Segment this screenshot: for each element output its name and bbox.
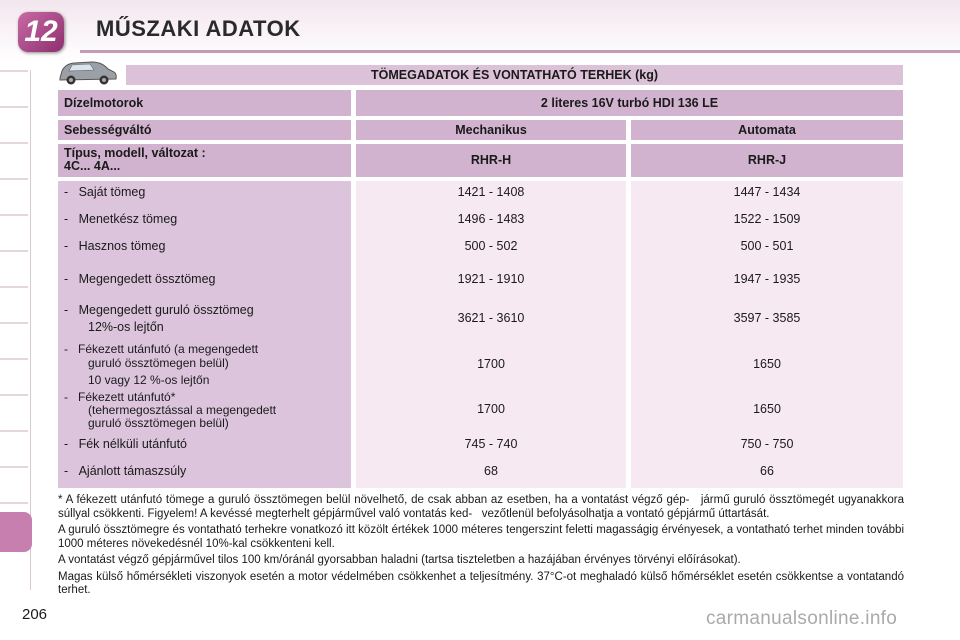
row-value-j: 3597 - 3585 [733, 311, 801, 325]
table-title: TÖMEGADATOK ÉS VONTATHATÓ TERHEK (kg) [126, 65, 903, 85]
side-tab[interactable] [0, 322, 28, 324]
row-label-line1: Fékezett utánfutó (a megengedett [78, 342, 259, 356]
row-label: Ajánlott támaszsúly [78, 464, 187, 478]
note-temperature: Magas külső hőmérsékleti viszonyok esetén a motor védelmében csökkenhet a teljesítmény. 37°C-ot meghaladó külső hőmérséklet esetén csökkentse a vontatandó terhet. [58, 570, 904, 596]
row-label-line2: (tehermegosztással a megengedett [88, 403, 277, 417]
row-value-h: 1421 - 1408 [457, 185, 525, 199]
page-number: 206 [22, 606, 48, 623]
note-speed-limit: A vontatást végző gépjárművel tilos 100 km/óránál gyorsabban haladni (tartsa tiszteletben a hazájában érvényes törvényi előírásokat). [58, 554, 741, 566]
side-tab[interactable] [0, 286, 28, 288]
row-label: Menetkész tömeg [78, 212, 178, 226]
chapter-number: 12 [24, 15, 58, 48]
row-value-j: 66 [760, 464, 774, 478]
footnote-asterisk: * A fékezett utánfutó tömege a guruló össztömegen belül növelhető, de csak abban az esetben, ha a vontatást végző gép- jármű guruló össztömegét ugyanakkora súllyal csökkenti. Figyelem! A kevéssé megterhelt gépjárművel való vontatás ked- vezőtlenül befolyásolhatja a vontató gépjármű úttartását. [58, 494, 904, 520]
row-label: Megengedett guruló össztömeg [78, 303, 254, 317]
row-label-line1: Fékezett utánfutó* [78, 390, 176, 404]
row-label-line3: guruló össztömegen belül) [88, 416, 229, 430]
row-value-h: 745 - 740 [464, 437, 518, 451]
gearbox-label: Sebességváltó [58, 120, 351, 140]
side-tab[interactable] [0, 466, 28, 468]
row-value-j: 1522 - 1509 [733, 212, 801, 226]
table-row: - Fékezett utánfutó (a megengedett [64, 342, 259, 356]
side-tab[interactable] [0, 142, 28, 144]
table-row: - Fék nélküli utánfutó [64, 437, 187, 451]
side-tab[interactable] [0, 358, 28, 360]
row-label: Hasznos tömeg [78, 239, 166, 253]
row-value-h: 68 [484, 464, 498, 478]
row-sublabel: 12%-os lejtőn [88, 320, 164, 334]
row-value-h: 1496 - 1483 [457, 212, 525, 226]
side-tab[interactable] [0, 106, 28, 108]
row-value-h: 1700 [477, 357, 505, 371]
side-tab[interactable] [0, 394, 28, 396]
side-tab[interactable] [0, 178, 28, 180]
table-row: - Ajánlott támaszsúly [64, 464, 187, 478]
row-sublabel: 10 vagy 12 %-os lejtőn [88, 373, 210, 387]
side-tab[interactable] [0, 502, 28, 504]
table-row: - Megengedett össztömeg [64, 272, 216, 286]
side-tab[interactable] [0, 70, 28, 72]
type-rhr-j: RHR-J [631, 144, 903, 177]
footnotes [58, 494, 904, 601]
type-rhr-h: RHR-H [356, 144, 626, 177]
row-value-j: 1447 - 1434 [733, 185, 801, 199]
row-label: Fék nélküli utánfutó [78, 437, 187, 451]
engine-label: Dízelmotorok [58, 90, 351, 116]
page-title: MŰSZAKI ADATOK [96, 16, 301, 41]
side-tab[interactable] [0, 430, 28, 432]
table-row: - Saját tömeg [64, 185, 146, 199]
row-value-h: 1700 [477, 402, 505, 416]
table-row: - Hasznos tömeg [64, 239, 166, 253]
row-value-j: 1650 [753, 402, 781, 416]
watermark: carmanualsonline.info [706, 608, 898, 629]
row-value-h: 1921 - 1910 [457, 272, 525, 286]
row-label: Saját tömeg [78, 185, 146, 199]
row-value-j: 500 - 501 [740, 239, 794, 253]
title-divider [80, 50, 960, 53]
gearbox-automatic: Automata [631, 120, 903, 140]
row-label: Megengedett össztömeg [78, 272, 216, 286]
type-label [58, 144, 351, 177]
row-label-line2: guruló össztömegen belül) [88, 356, 229, 370]
type-label-line1: Típus, modell, változat : [64, 146, 206, 160]
table-row: - Megengedett guruló össztömeg [64, 303, 254, 317]
row-value-j: 1947 - 1935 [733, 272, 801, 286]
side-tab[interactable] [0, 214, 28, 216]
row-value-h: 500 - 502 [464, 239, 518, 253]
side-tab[interactable] [0, 250, 28, 252]
side-tab-active[interactable] [0, 512, 32, 552]
note-altitude: A guruló össztömegre és vontatható terhekre vonatkozó itt közölt értékek 1000 méteres tengerszint feletti magasságig érvényesek, a vontatható terhet minden további 1000 méteres növekedésnél 10%-kal csökkenteni kell. [58, 524, 904, 550]
gearbox-manual: Mechanikus [356, 120, 626, 140]
row-value-h: 3621 - 3610 [457, 311, 525, 325]
table-row: - Fékezett utánfutó* [64, 390, 176, 404]
type-label-line2: 4C... 4A... [64, 159, 121, 173]
table-row: - Menetkész tömeg [64, 212, 178, 226]
row-value-j: 750 - 750 [740, 437, 794, 451]
row-value-j: 1650 [753, 357, 781, 371]
car-icon [56, 58, 118, 86]
engine-value: 2 literes 16V turbó HDI 136 LE [356, 90, 903, 116]
